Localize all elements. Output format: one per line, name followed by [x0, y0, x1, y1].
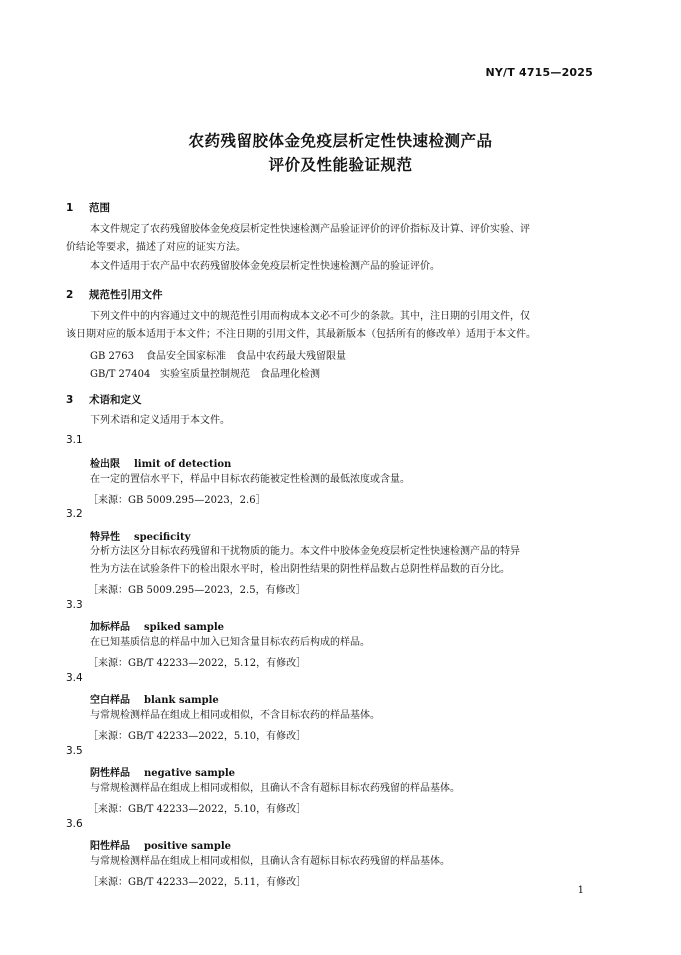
term-source: ［来源：GB 5009.295—2023，2.6］ [88, 495, 266, 506]
term-number: 3.1 [66, 434, 83, 446]
section-2-title: 规范性引用文件 [89, 289, 163, 301]
term-en: blank sample [144, 695, 219, 706]
section-1-heading [66, 200, 110, 215]
reference-title: 食品安全国家标准 食品中农药最大残留限量 [146, 351, 346, 362]
section-2-number: 2 [66, 289, 74, 301]
term-heading [90, 528, 190, 543]
term-en: limit of detection [134, 459, 232, 470]
term-en: specificity [134, 532, 191, 543]
reference-item [90, 347, 346, 362]
term-source: ［来源：GB/T 42233—2022，5.10，有修改］ [88, 731, 307, 742]
reference-code: GB/T 27404 [90, 369, 151, 380]
term-source: ［来源：GB/T 42233—2022，5.11，有修改］ [88, 877, 307, 888]
reference-item [90, 365, 320, 380]
term-definition: 与常规检测样品在组成上相同或相似，且确认含有超标目标农药残留的样品基体。 [90, 856, 450, 867]
term-source: ［来源：GB/T 42233—2022，5.10，有修改］ [88, 804, 307, 815]
term-en: negative sample [144, 768, 236, 779]
standard-number: NY/T 4715—2025 [485, 66, 593, 79]
section-2-paragraph-line-2: 该日期对应的版本适用于本文件；不注日期的引用文件，其最新版本（包括所有的修改单）适用于本文件。 [66, 329, 536, 340]
document-title-line2: 评价及性能验证规范 [268, 156, 413, 174]
document-title-line1: 农药残留胶体金免疫层析定性快速检测产品 [188, 132, 493, 150]
reference-code: GB 2763 [90, 351, 134, 362]
reference-title: 实验室质量控制规范 食品理化检测 [160, 369, 320, 380]
term-zh: 加标样品 [90, 622, 130, 633]
term-heading [90, 837, 231, 852]
section-3-heading [66, 392, 142, 407]
term-number: 3.6 [66, 818, 83, 830]
term-number: 3.2 [66, 508, 83, 520]
term-en: positive sample [144, 841, 232, 852]
term-zh: 特异性 [90, 532, 120, 543]
term-zh: 阴性样品 [90, 768, 130, 779]
page-number: 1 [577, 885, 584, 896]
section-1-paragraph-2: 本文件适用于农产品中农药残留胶体金免疫层析定性快速检测产品的验证评价。 [90, 261, 440, 272]
term-source: ［来源：GB/T 42233—2022，5.12，有修改］ [88, 658, 307, 669]
term-heading [90, 691, 219, 706]
term-number: 3.5 [66, 745, 83, 757]
section-2-heading [66, 287, 163, 302]
term-en: spiked sample [144, 622, 225, 633]
section-3-number: 3 [66, 394, 74, 406]
term-definition: 与常规检测样品在组成上相同或相似，且确认不含有超标目标农药残留的样品基体。 [90, 783, 460, 794]
section-1-number: 1 [66, 202, 74, 214]
term-heading [90, 455, 231, 470]
section-2-paragraph-line-1: 下列文件中的内容通过文中的规范性引用而构成本文必不可少的条款。其中，注日期的引用文件，仅 [90, 311, 530, 322]
section-3-title: 术语和定义 [89, 394, 142, 406]
term-heading [90, 764, 235, 779]
term-definition: 与常规检测样品在组成上相同或相似，不含目标农药的样品基体。 [90, 710, 380, 721]
term-zh: 空白样品 [90, 695, 130, 706]
term-source: ［来源：GB 5009.295—2023，2.5，有修改］ [88, 585, 306, 596]
section-1-title: 范围 [89, 202, 110, 214]
term-definition: 在已知基质信息的样品中加入已知含量目标农药后构成的样品。 [90, 637, 370, 648]
term-number: 3.3 [66, 599, 83, 611]
section-1-paragraph-1-line-2: 价结论等要求，描述了对应的证实方法。 [66, 242, 246, 253]
term-definition: 分析方法区分目标农药残留和干扰物质的能力。本文件中胶体金免疫层析定性快速检测产品的特异 [90, 546, 520, 557]
term-number: 3.4 [66, 672, 83, 684]
section-1-paragraph-1-line-1: 本文件规定了农药残留胶体金免疫层析定性快速检测产品验证评价的评价指标及计算、评价实验、评 [90, 224, 530, 235]
term-definition: 在一定的置信水平下，样品中目标农药能被定性检测的最低浓度或含量。 [90, 474, 410, 485]
term-heading [90, 618, 224, 633]
term-zh: 阳性样品 [90, 841, 130, 852]
section-3-intro: 下列术语和定义适用于本文件。 [90, 415, 230, 426]
term-definition: 性为方法在试验条件下的检出限水平时，检出阴性结果的阴性样品数占总阴性样品数的百分比。 [90, 564, 510, 575]
term-zh: 检出限 [90, 459, 120, 470]
